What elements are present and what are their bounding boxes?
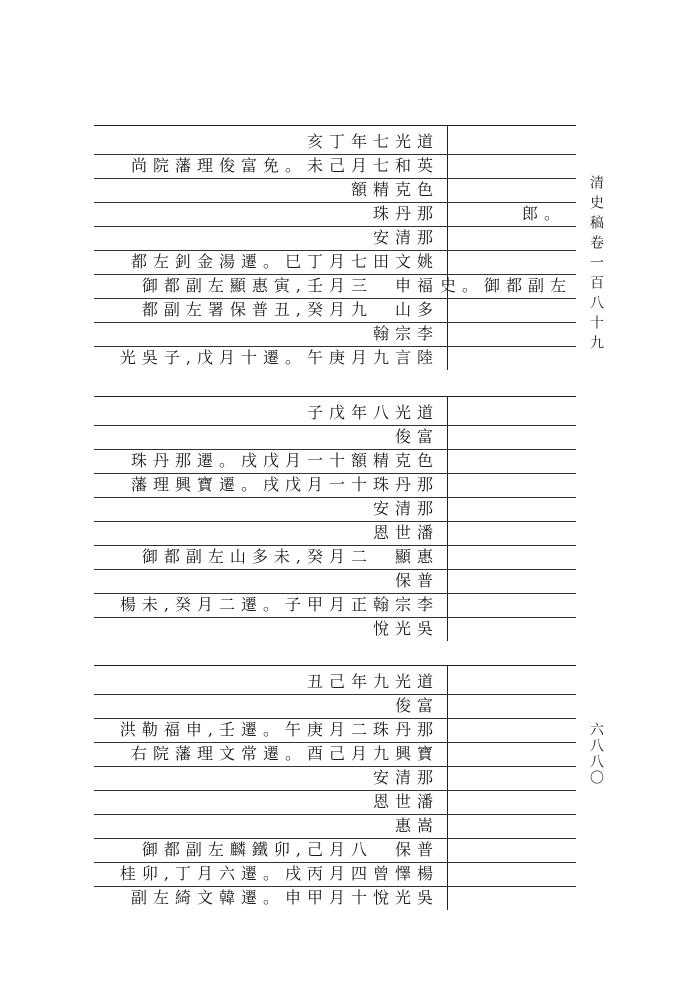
row-text: 洪勒福申,壬遷。午庚月二珠丹那: [119, 720, 439, 739]
row-text: 御都副左麟鐵卯,己月八 保普: [141, 840, 439, 859]
row-text: 桂卯,丁月六遷。戌丙月四曾懌楊: [119, 864, 439, 883]
row-text: 恩世潘: [372, 792, 439, 811]
table-row: [94, 401, 576, 426]
table-row: [94, 694, 576, 719]
row-text: 丑己年九光道: [306, 672, 439, 691]
row-text: 御都副左山多未,癸月二 顯惠: [141, 547, 439, 566]
row-text: 尚院藩理俊富免。未己月七和英: [130, 156, 439, 175]
table-row: [94, 154, 576, 179]
table-row: [94, 202, 576, 227]
row-text: 子戊年八光道: [306, 403, 439, 422]
table-row: [94, 274, 576, 299]
table-row: [94, 838, 576, 863]
row-text: 惠嵩: [394, 816, 439, 835]
table-row: [94, 742, 576, 767]
right-column-text: 郎。: [521, 204, 566, 223]
page-number: 六八八〇: [588, 722, 604, 786]
table-row: [94, 670, 576, 695]
table-row: [94, 178, 576, 203]
table-row: [94, 497, 576, 522]
right-column-text: 史。御都副左: [439, 276, 572, 295]
row-text: 亥丁年七光道: [306, 132, 439, 151]
table-row: [94, 473, 576, 498]
row-text: 右院藩理文常遷。酉己月九興寶: [130, 744, 439, 763]
table-row: [94, 790, 576, 815]
row-text: 御都副左顯惠寅,壬月三 申福: [141, 276, 439, 295]
row-text: 都副左署保普丑,癸月九 山多: [141, 300, 439, 319]
row-text: 都左釗金湯遷。巳丁月七田文姚: [130, 252, 439, 271]
row-text: 副左綺文韓遷。申甲月十悅光吳: [130, 888, 439, 907]
table-row: [94, 814, 576, 839]
table-row: [94, 766, 576, 791]
table-row: [94, 449, 576, 474]
row-text: 俊富: [394, 427, 439, 446]
row-text: 俊富: [394, 696, 439, 715]
row-text: 悅光吳: [372, 619, 439, 638]
section-top-rule: [94, 125, 576, 126]
row-text: 楊未,癸月二遷。子甲月正翰宗李: [119, 595, 439, 614]
table-row: [94, 322, 576, 347]
table-row: [94, 425, 576, 450]
row-text: 安清那: [372, 768, 439, 787]
row-text: 藩理興寶遷。戌戊月一十珠丹那: [130, 475, 439, 494]
table-row: [94, 886, 576, 910]
row-text: 恩世潘: [372, 523, 439, 542]
table-row: [94, 862, 576, 887]
table-row: [94, 569, 576, 594]
table-row: [94, 226, 576, 251]
section-top-rule: [94, 396, 576, 397]
section-top-rule: [94, 665, 576, 666]
row-text: 珠丹那遷。戌戊月一十額精克色: [130, 451, 439, 470]
table-row: [94, 298, 576, 323]
table-row: [94, 593, 576, 618]
row-text: 安清那: [372, 499, 439, 518]
row-text: 額精克色: [350, 180, 439, 199]
running-title: 清史稿卷一百八十九: [588, 175, 604, 355]
table-row: [94, 718, 576, 743]
row-text: 保普: [394, 571, 439, 590]
table-row: [94, 346, 576, 370]
row-text: 珠丹那: [372, 204, 439, 223]
row-text: 翰宗李: [372, 324, 439, 343]
table-row: [94, 545, 576, 570]
row-text: 安清那: [372, 228, 439, 247]
table-row: [94, 250, 576, 275]
row-text: 光吳子,戊月十遷。午庚月九言陸: [119, 348, 439, 367]
table-row: [94, 617, 576, 641]
table-row: [94, 521, 576, 546]
table-row: [94, 130, 576, 155]
